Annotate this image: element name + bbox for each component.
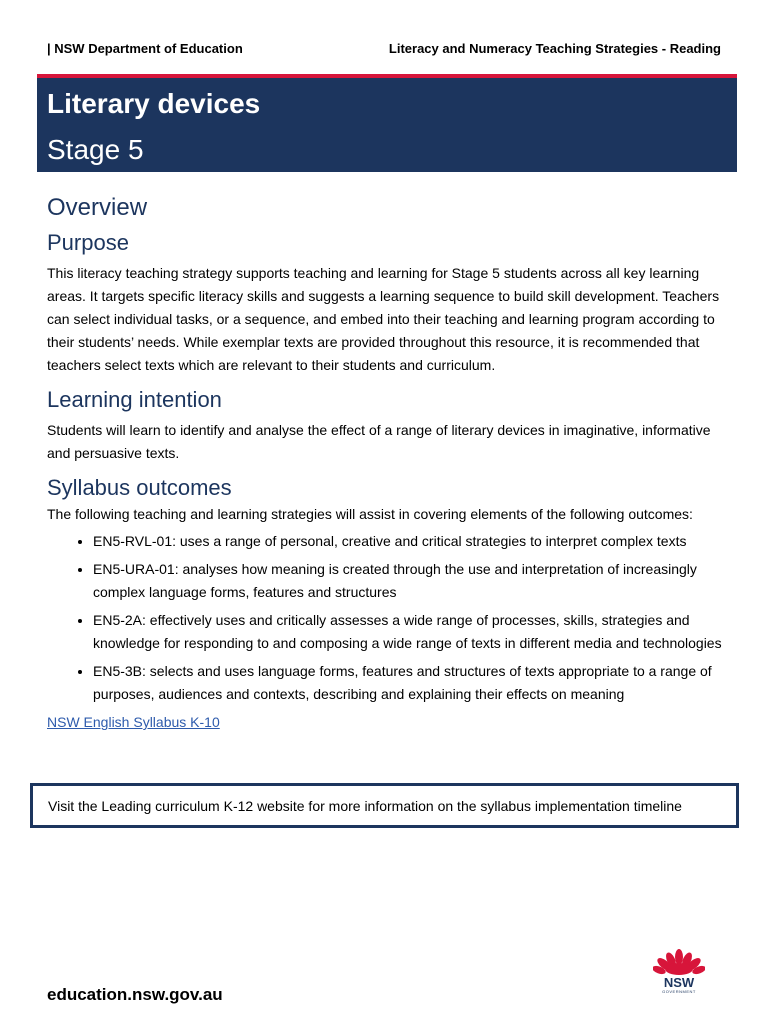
title-banner [37,74,737,172]
list-item: • EN5-RVL-01: uses a range of personal, creative and critical strategies to interpret complex texts [93,530,727,553]
outcomes-list [47,530,727,706]
document-title: Literary devices [47,88,261,119]
list-item: • EN5-3B: selects and uses language forms, features and structures of texts appropriate to a range of purposes, audiences and contexts, describing and explaining their effects on meaning [93,660,727,706]
list-item: • EN5-2A: effectively uses and critically assesses a wide range of processes, skills, strategies and knowledge for responding to and composing a wide range of texts in different media and technologies [93,609,727,655]
header-department: | NSW Department of Education [47,41,243,56]
purpose-text: This literacy teaching strategy supports teaching and learning for Stage 5 students across all key learning areas. It targets specific literacy skills and suggests a learning sequence to build skill development. Teachers can select individual tasks, or a sequence, and embed into their teaching and learning program according to their students’ needs. While exemplar texts are provided throughout this resource, it is recommended that teachers select texts which are relevant to their students and curriculum. [47,265,720,373]
syllabus-outcomes-heading: Syllabus outcomes [47,475,232,500]
list-item: • EN5-URA-01: analyses how meaning is created through the use and interpretation of increasingly complex language forms, features and structures [93,558,727,604]
purpose-heading: Purpose [47,230,129,255]
nsw-government-logo [650,947,708,1007]
page-header [47,41,721,56]
syllabus-link[interactable]: NSW English Syllabus K-10 [47,714,220,730]
info-callout-text: Visit the Leading curriculum K-12 website for more information on the syllabus implementation timeline [48,797,682,814]
document-subtitle: Stage 5 [47,134,144,165]
overview-heading: Overview [47,194,148,221]
waratah-icon [653,947,705,977]
info-callout [30,783,739,828]
main-content [47,190,727,732]
learning-intention-heading: Learning intention [47,387,222,412]
learning-intention-text: Students will learn to identify and analyse the effect of a range of literary devices in imaginative, informative and persuasive texts. [47,422,711,461]
syllabus-intro: The following teaching and learning strategies will assist in covering elements of the following outcomes: [47,506,693,522]
logo-text: NSW [663,975,695,990]
footer-url: education.nsw.gov.au [47,985,223,1004]
logo-subtext: GOVERNMENT [662,989,696,994]
header-series-title: Literacy and Numeracy Teaching Strategies - Reading [388,41,721,56]
